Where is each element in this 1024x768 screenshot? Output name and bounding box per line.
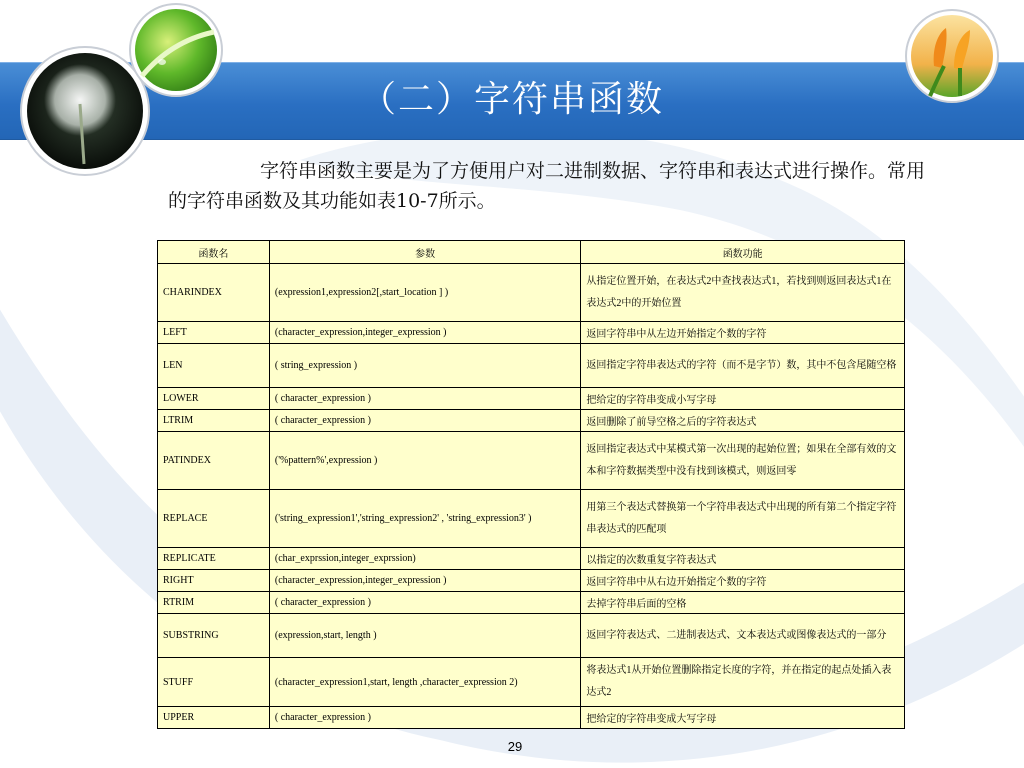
table-row — [158, 388, 905, 410]
function-name-cell: SUBSTRING — [158, 614, 270, 658]
table-row — [158, 614, 905, 658]
description-cell: 返回指定字符串表达式的字符（而不是字节）数，其中不包含尾随空格 — [581, 344, 905, 388]
header-parameters: 参数 — [269, 241, 581, 264]
parameters-cell: (character_expression,integer_expression ) — [269, 322, 581, 344]
table-header-row — [158, 241, 905, 264]
parameters-cell: ( string_expression ) — [269, 344, 581, 388]
parameters-cell: ( character_expression ) — [269, 707, 581, 729]
intro-paragraph: 字符串函数主要是为了方便用户对二进制数据、字符串和表达式进行操作。常用的字符串函数及其功能如表10-7所示。 — [168, 160, 926, 212]
parameters-cell: ( character_expression ) — [269, 410, 581, 432]
description-cell: 返回字符串中从左边开始指定个数的字符 — [581, 322, 905, 344]
function-name-cell: LOWER — [158, 388, 270, 410]
parameters-cell: ('string_expression1','string_expression2' , 'string_expression3' ) — [269, 490, 581, 548]
function-name-cell: STUFF — [158, 658, 270, 707]
table-row — [158, 264, 905, 322]
parameters-cell: ( character_expression ) — [269, 592, 581, 614]
function-name-cell: PATINDEX — [158, 432, 270, 490]
description-cell: 用第三个表达式替换第一个字符串表达式中出现的所有第二个指定字符串表达式的匹配项 — [581, 490, 905, 548]
header-function-name: 函数名 — [158, 241, 270, 264]
function-name-cell: RTRIM — [158, 592, 270, 614]
slide-title: （二）字符串函数 — [359, 79, 664, 120]
parameters-cell: (character_expression1,start, length ,character_expression 2) — [269, 658, 581, 707]
table-row — [158, 490, 905, 548]
description-cell: 返回删除了前导空格之后的字符表达式 — [581, 410, 905, 432]
table-row — [158, 707, 905, 729]
string-functions-table — [157, 240, 905, 729]
function-name-cell: UPPER — [158, 707, 270, 729]
table-row — [158, 410, 905, 432]
description-cell: 返回字符串中从右边开始指定个数的字符 — [581, 570, 905, 592]
table-row — [158, 344, 905, 388]
function-name-cell: CHARINDEX — [158, 264, 270, 322]
description-cell: 返回指定表达式中某模式第一次出现的起始位置；如果在全部有效的文本和字符数据类型中没有找到该模式，则返回零 — [581, 432, 905, 490]
header-function-description: 函数功能 — [581, 241, 905, 264]
description-cell: 去掉字符串后面的空格 — [581, 592, 905, 614]
parameters-cell: (character_expression,integer_expression ) — [269, 570, 581, 592]
function-name-cell: LEN — [158, 344, 270, 388]
function-name-cell: LTRIM — [158, 410, 270, 432]
description-cell: 以指定的次数重复字符表达式 — [581, 548, 905, 570]
table-row — [158, 658, 905, 707]
parameters-cell: (expression,start, length ) — [269, 614, 581, 658]
table-row — [158, 592, 905, 614]
function-name-cell: LEFT — [158, 322, 270, 344]
function-name-cell: REPLACE — [158, 490, 270, 548]
description-cell: 从指定位置开始，在表达式2中查找表达式1，若找到则返回表达式1在表达式2中的开始位置 — [581, 264, 905, 322]
table-row — [158, 322, 905, 344]
parameters-cell: (char_exprssion,integer_exprssion) — [269, 548, 581, 570]
function-name-cell: RIGHT — [158, 570, 270, 592]
table-row — [158, 432, 905, 490]
description-cell: 把给定的字符串变成大写字母 — [581, 707, 905, 729]
description-cell: 把给定的字符串变成小写字母 — [581, 388, 905, 410]
parameters-cell: ( character_expression ) — [269, 388, 581, 410]
page-number: 29 — [507, 739, 523, 754]
function-name-cell: REPLICATE — [158, 548, 270, 570]
description-cell: 将表达式1从开始位置删除指定长度的字符，并在指定的起点处插入表达式2 — [581, 658, 905, 707]
table-row — [158, 548, 905, 570]
description-cell: 返回字符表达式、二进制表达式、文本表达式或图像表达式的一部分 — [581, 614, 905, 658]
parameters-cell: ('%pattern%',expression ) — [269, 432, 581, 490]
table-row — [158, 570, 905, 592]
parameters-cell: (expression1,expression2[,start_location ] ) — [269, 264, 581, 322]
